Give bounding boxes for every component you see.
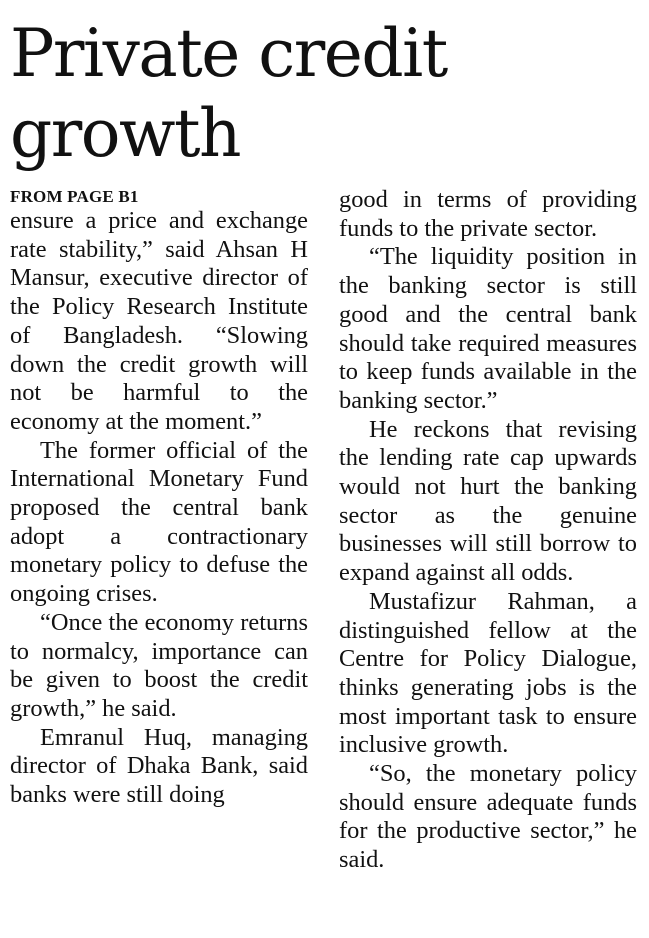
- jump-kicker: FROM PAGE B1: [10, 187, 139, 206]
- paragraph: “Once the economy returns to normalcy, importance can be given to boost the credit growth,” he said.: [10, 608, 308, 722]
- paragraph: The former official of the International Monetary Fund proposed the central bank adopt a contractionary monetary policy to defuse the ongoing crises.: [10, 436, 308, 608]
- column-left: [10, 186, 308, 810]
- paragraph: Mustafizur Rahman, a distinguished fellow at the Centre for Policy Dialogue, thinks generating jobs is the most important task to ensure inclusive growth.: [339, 587, 637, 759]
- column-right: [339, 186, 637, 875]
- headline-line-1: Private credit: [10, 15, 447, 92]
- paragraph: “So, the monetary policy should ensure adequate funds for the productive sector,” he said.: [339, 760, 637, 874]
- headline: [10, 14, 640, 174]
- paragraph-continued: ensure a price and exchange rate stability,” said Ahsan H Mansur, executive director of the Policy Research Institute of Bangladesh. “Slowing down the credit growth will not be harmful to the economy at the moment.”: [10, 207, 308, 435]
- headline-line-2: growth: [10, 95, 241, 172]
- paragraph: Emranul Huq, managing director of Dhaka Bank, said banks were still doing: [10, 723, 308, 809]
- paragraph: He reckons that revising the lending rate cap upwards would not hurt the banking sector as the genuine businesses will still borrow to expand against all odds.: [339, 415, 637, 587]
- paragraph-continued: good in terms of providing funds to the private sector.: [339, 186, 637, 242]
- paragraph: “The liquidity position in the banking sector is still good and the central bank should take required measures to keep funds available in the banking sector.”: [339, 243, 637, 414]
